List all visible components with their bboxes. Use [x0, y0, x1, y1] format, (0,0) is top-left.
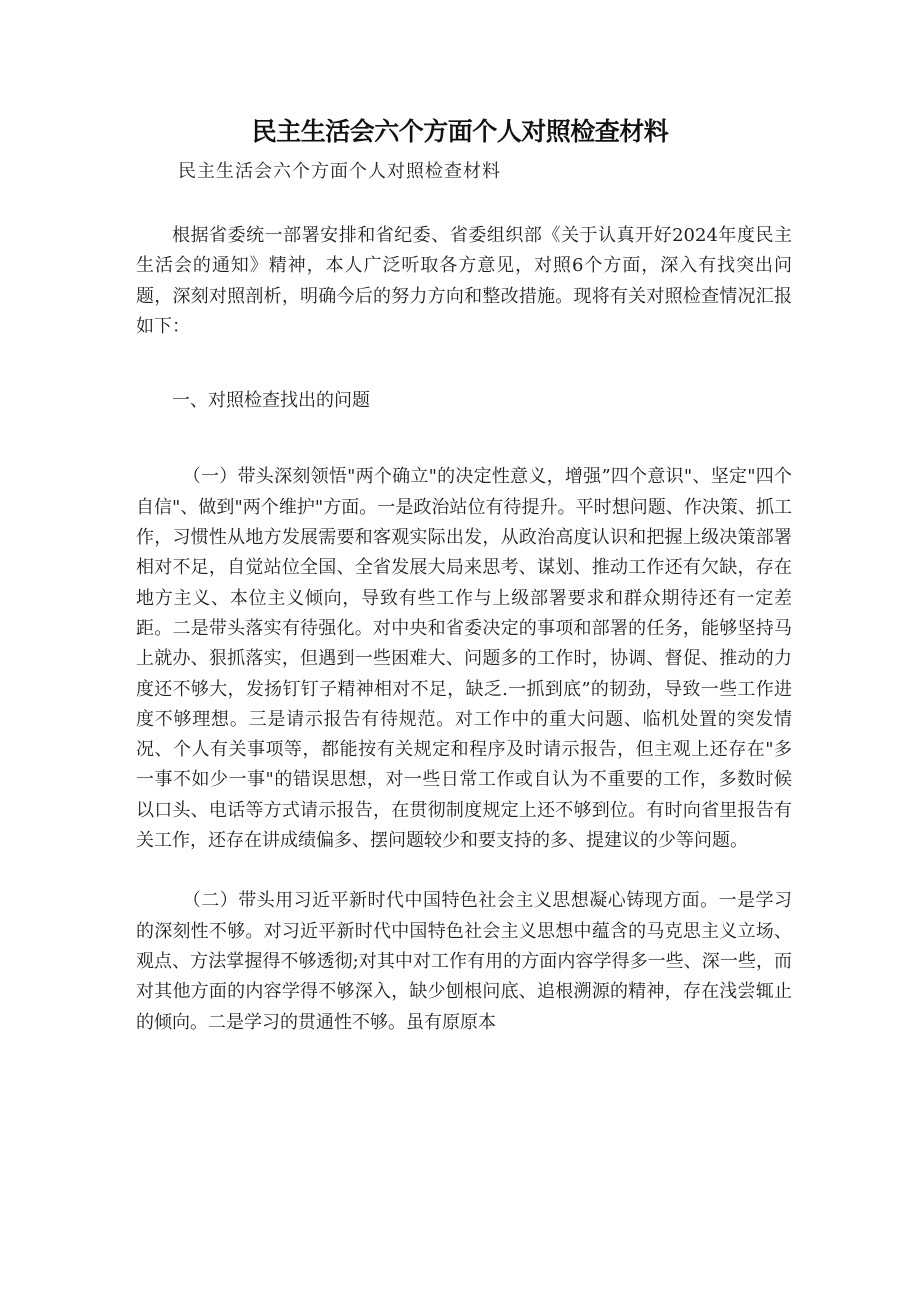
body-paragraph-1: （一）带头深刻领悟"两个确立"的决定性意义，增强”四个意识"、坚定"四个自信"、做到"两个维护"方面。一是政治站位有待提升。平时想问题、作决策、抓工作，习惯性从地方发展需要和客观实际出发，从政治高度认识和把握上级决策部署相对不足，自觉站位全国、全省发展大局来思考、谋划、推动工作还有欠缺，存在地方主义、本位主义倾向，导致有些工作与上级部署要求和群众期待还有一定差距。二是带头落实有待强化。对中央和省委决定的事项和部署的任务，能够坚持马上就办、狠抓落实，但遇到一些困难大、问题多的工作时，协调、督促、推动的力度还不够大，发扬钉钉子精神相对不足，缺乏.一抓到底”的韧劲，导致一些工作进度不够理想。三是请示报告有待规范。对工作中的重大问题、临机处置的突发情况、个人有关事项等，都能按有关规定和程序及时请示报告，但主观上还存在"多一事不如少一事"的错误思想，对一些日常工作或自认为不重要的工作，多数时候以口头、电话等方式请示报告，在贯彻制度规定上还不够到位。有时向省里报告有关工作，还存在讲成绩偏多、摆问题较少和要支持的多、提建议的少等问题。	[136, 466, 792, 852]
section-heading: 一、对照检查找出的问题	[172, 390, 370, 412]
intro-paragraph: 根据省委统一部署安排和省纪委、省委组织部《关于认真开好2024年度民主生活会的通知》精神，本人广泛听取各方意见，对照6个方面，深入有找突出问题，深刻对照剖析，明确今后的努力方向和整改措施。现将有关对照检查情况汇报如下：	[136, 225, 792, 337]
document-title: 民主生活会六个方面个人对照检查材料	[251, 117, 669, 146]
document-subtitle: 民主生活会六个方面个人对照检查材料	[178, 161, 501, 182]
document-body	[136, 221, 792, 1038]
body-paragraph-2: （二）带头用习近平新时代中国特色社会主义思想凝心铸现方面。一是学习的深刻性不够。对习近平新时代中国特色社会主义思想中蕴含的马克思主义立场、观点、方法掌握得不够透彻;对其中对工作有用的方面内容学得多一些、深一些，而对其他方面的内容学得不够深入，缺少刨根问底、追根溯源的精神，存在浅尝辄止的倾向。二是学习的贯通性不够。虽有原原本	[136, 890, 792, 1033]
